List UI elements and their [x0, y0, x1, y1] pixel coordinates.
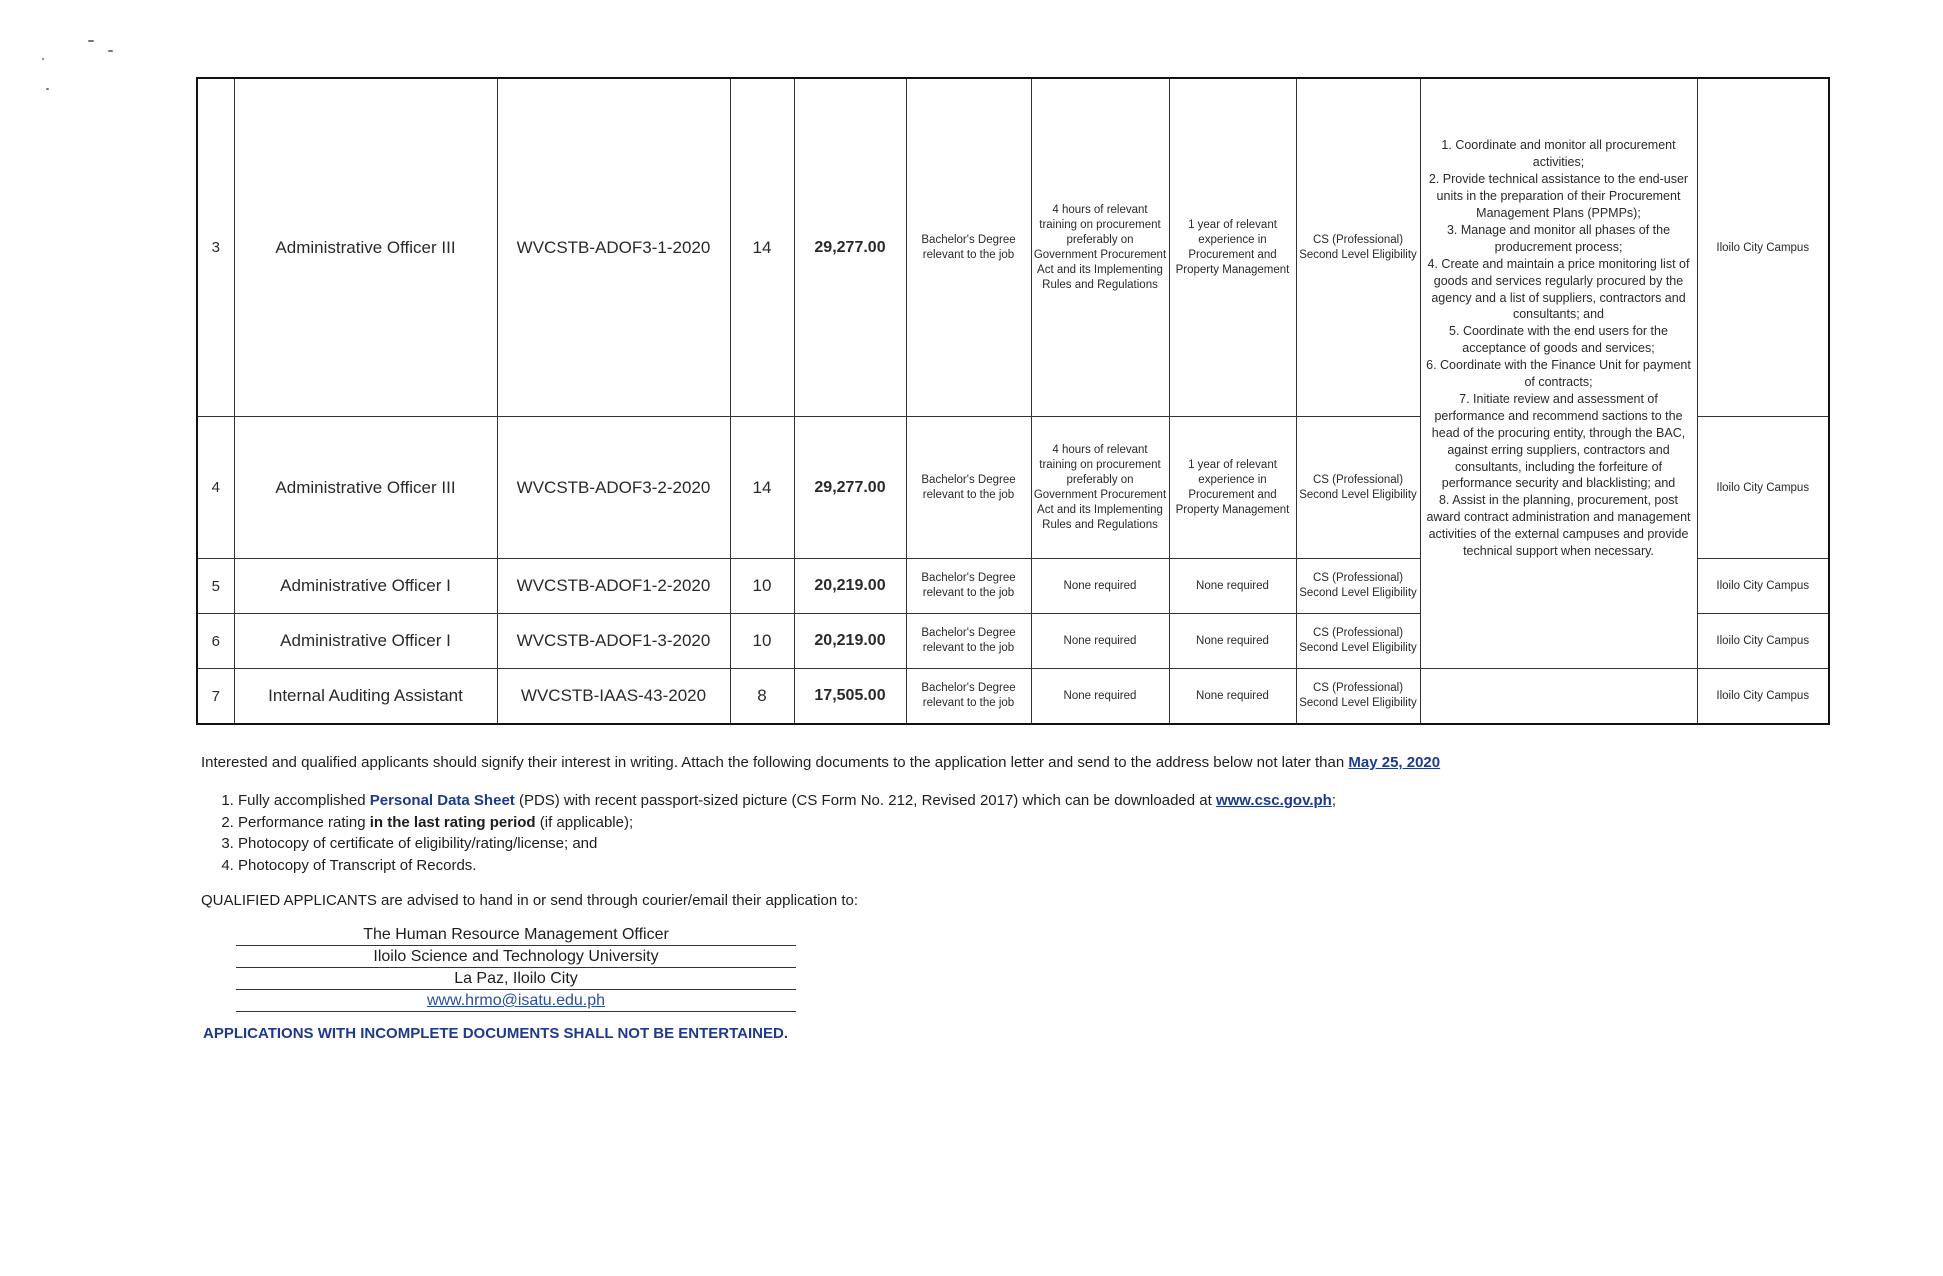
instructions-intro: Interested and qualified applicants should signify their interest in writing. Attach the following documents to the application letter and send to the address below not later than May 25, 2020 [201, 754, 1441, 771]
place-of-assignment: Iloilo City Campus [1697, 614, 1829, 669]
training: None required [1031, 669, 1169, 724]
monthly-salary: 20,219.00 [794, 614, 906, 669]
duty-item: 4. Create and maintain a price monitoring list of goods and services regularly procured by the agency and a list of suppliers, contractors and consultants; and [1427, 256, 1690, 322]
list-item: 1. Fully accomplished Personal Data Sheet (PDS) with recent passport-sized picture (CS Form No. 212, Revised 2017) which can be downloaded at www.csc.gov.ph; [238, 790, 1336, 812]
csc-link[interactable]: www.csc.gov.ph [1215, 792, 1332, 809]
experience: 1 year of relevant experience in Procurement and Property Management [1169, 417, 1296, 559]
pds-label: Personal Data Sheet [369, 792, 515, 809]
place-of-assignment: Iloilo City Campus [1697, 78, 1829, 417]
eligibility: CS (Professional) Second Level Eligibility [1296, 417, 1420, 559]
education: Bachelor's Degree relevant to the job [906, 559, 1031, 614]
qualified-note: QUALIFIED APPLICANTS are advised to hand in or send through courier/email their application to: [201, 892, 859, 909]
row-number: 5 [197, 559, 234, 614]
monthly-salary: 29,277.00 [794, 78, 906, 417]
training: 4 hours of relevant training on procurement preferably on Government Procurement Act and its Implementing Rules and Regulations [1031, 78, 1169, 417]
place-of-assignment: Iloilo City Campus [1697, 417, 1829, 559]
plantilla-item-no: WVCSTB-ADOF1-2-2020 [497, 559, 730, 614]
eligibility: CS (Professional) Second Level Eligibility [1296, 669, 1420, 724]
position-title: Administrative Officer III [234, 78, 497, 417]
salary-grade: 14 [730, 417, 794, 559]
place-of-assignment: Iloilo City Campus [1697, 669, 1829, 724]
vacancy-table [196, 77, 1830, 725]
plantilla-item-no: WVCSTB-ADOF3-1-2020 [497, 78, 730, 417]
education: Bachelor's Degree relevant to the job [906, 78, 1031, 417]
monthly-salary: 17,505.00 [794, 669, 906, 724]
deadline-date: May 25, 2020 [1348, 754, 1441, 771]
education: Bachelor's Degree relevant to the job [906, 417, 1031, 559]
table-row [197, 78, 1829, 417]
eligibility: CS (Professional) Second Level Eligibility [1296, 78, 1420, 417]
experience: None required [1169, 614, 1296, 669]
monthly-salary: 20,219.00 [794, 559, 906, 614]
list-item: 3. Photocopy of certificate of eligibility/rating/license; and [238, 833, 1336, 855]
experience: None required [1169, 559, 1296, 614]
rating-period-label: in the last rating period [369, 813, 536, 831]
duties-cell-empty [1420, 669, 1697, 724]
duty-item: 2. Provide technical assistance to the end-user units in the preparation of their Procurement Management Plans (PPMPs); [1428, 172, 1689, 220]
position-title: Internal Auditing Assistant [234, 669, 497, 724]
duty-item: 1. Coordinate and monitor all procurement activities; [1441, 138, 1676, 170]
address-line: La Paz, Iloilo City [236, 968, 796, 990]
row-number: 3 [197, 78, 234, 417]
duties-cell [1420, 78, 1697, 669]
position-title: Administrative Officer III [234, 417, 497, 559]
row-number: 7 [197, 669, 234, 724]
list-item: 2. Performance rating in the last rating period (if applicable); [238, 812, 1336, 834]
row-number: 4 [197, 417, 234, 559]
salary-grade: 14 [730, 78, 794, 417]
experience: 1 year of relevant experience in Procurement and Property Management [1169, 78, 1296, 417]
duty-item: 7. Initiate review and assessment of performance and recommend sactions to the head of the procuring entity, through the BAC, against erring suppliers, contractors and consultants, including the forfeiture of performance security and blacklisting; and [1431, 391, 1686, 491]
row-number: 6 [197, 614, 234, 669]
eligibility: CS (Professional) Second Level Eligibility [1296, 559, 1420, 614]
place-of-assignment: Iloilo City Campus [1697, 559, 1829, 614]
experience: None required [1169, 669, 1296, 724]
list-item: 4. Photocopy of Transcript of Records. [238, 855, 1336, 877]
table-row [197, 669, 1829, 724]
training: None required [1031, 559, 1169, 614]
duty-item: 8. Assist in the planning, procurement, post award contract administration and management activities of the external campuses and provide technical support when necessary. [1426, 493, 1691, 559]
position-title: Administrative Officer I [234, 559, 497, 614]
duty-item: 6. Coordinate with the Finance Unit for payment of contracts; [1426, 358, 1691, 390]
training: 4 hours of relevant training on procurement preferably on Government Procurement Act and its Implementing Rules and Regulations [1031, 417, 1169, 559]
plantilla-item-no: WVCSTB-ADOF1-3-2020 [497, 614, 730, 669]
monthly-salary: 29,277.00 [794, 417, 906, 559]
education: Bachelor's Degree relevant to the job [906, 669, 1031, 724]
position-title: Administrative Officer I [234, 614, 497, 669]
plantilla-item-no: WVCSTB-IAAS-43-2020 [497, 669, 730, 724]
salary-grade: 8 [730, 669, 794, 724]
incomplete-documents-warning: APPLICATIONS WITH INCOMPLETE DOCUMENTS SHALL NOT BE ENTERTAINED. [203, 1025, 788, 1042]
salary-grade: 10 [730, 559, 794, 614]
email-link[interactable]: www.hrmo@isatu.edu.ph [236, 990, 796, 1012]
duty-item: 3. Manage and monitor all phases of the producrement process; [1446, 222, 1671, 254]
requirements-list [222, 790, 1336, 876]
training: None required [1031, 614, 1169, 669]
plantilla-item-no: WVCSTB-ADOF3-2-2020 [497, 417, 730, 559]
duty-item: 5. Coordinate with the end users for the acceptance of goods and services; [1449, 324, 1668, 356]
address-line: Iloilo Science and Technology University [236, 946, 796, 968]
salary-grade: 10 [730, 614, 794, 669]
education: Bachelor's Degree relevant to the job [906, 614, 1031, 669]
eligibility: CS (Professional) Second Level Eligibility [1296, 614, 1420, 669]
address-line: The Human Resource Management Officer [236, 924, 796, 946]
